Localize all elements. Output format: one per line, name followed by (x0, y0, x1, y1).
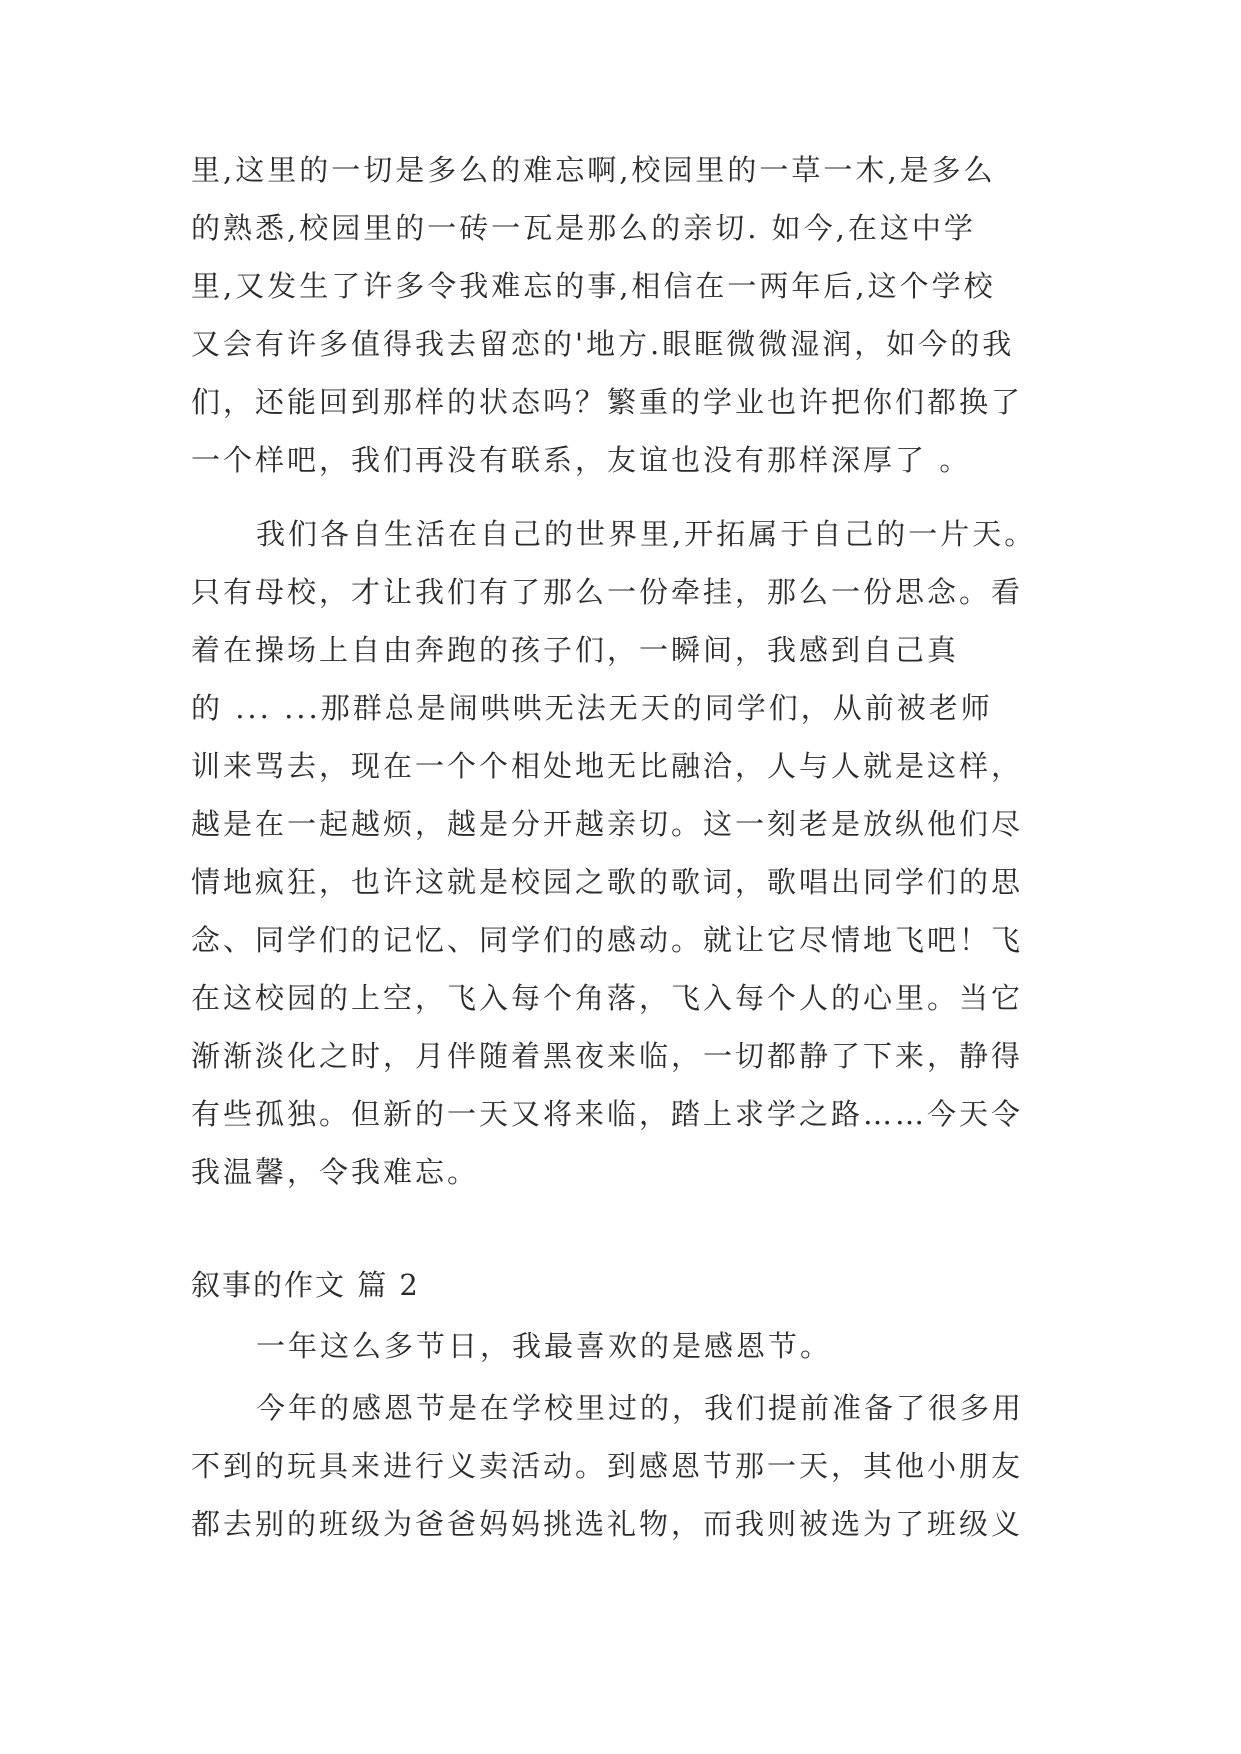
section-heading: 叙事的作文 篇 2 (191, 1268, 420, 1302)
paragraph-line: 都去别的班级为爸爸妈妈挑选礼物，而我则被选为了班级义 (191, 1507, 1024, 1541)
paragraph-line: 渐渐淡化之时，月伴随着黑夜来临，一切都静了下来，静得 (191, 1039, 1024, 1073)
paragraph-line: 们，还能回到那样的状态吗？繁重的学业也许把你们都换了 (191, 385, 1024, 419)
paragraph-line: 情地疯狂，也许这就是校园之歌的歌词，歌唱出同学们的思 (191, 865, 1024, 899)
paragraph-line: 里,这里的一切是多么的难忘啊,校园里的一草一木,是多么 (191, 153, 996, 187)
paragraph-line: 里,又发生了许多令我难忘的事,相信在一两年后,这个学校 (191, 269, 996, 303)
paragraph-line: 着在操场上自由奔跑的孩子们，一瞬间，我感到自己真 (191, 633, 960, 667)
paragraph-line: 的 ... ...那群总是闹哄哄无法无天的同学们，从前被老师 (191, 691, 993, 725)
paragraph-line: 的熟悉,校园里的一砖一瓦是那么的亲切. 如今,在这中学 (191, 211, 976, 245)
paragraph-line: 一年这么多节日，我最喜欢的是感恩节。 (256, 1329, 833, 1363)
paragraph-line: 一个样吧，我们再没有联系，友谊也没有那样深厚了 。 (191, 443, 972, 477)
paragraph-line: 只有母校，才让我们有了那么一份牵挂，那么一份思念。看 (191, 575, 1024, 609)
paragraph-line: 训来骂去，现在一个个相处地无比融洽，人与人就是这样， (191, 749, 1024, 783)
paragraph-line: 我们各自生活在自己的世界里,开拓属于自己的一片天。 (256, 517, 1037, 551)
paragraph-line: 越是在一起越烦，越是分开越亲切。这一刻老是放纵他们尽 (191, 807, 1024, 841)
paragraph-line: 有些孤独。但新的一天又将来临，踏上求学之路……今天令 (191, 1097, 1024, 1131)
paragraph-line: 念、同学们的记忆、同学们的感动。就让它尽情地飞吧！飞 (191, 923, 1024, 957)
paragraph-line: 我温馨，令我难忘。 (191, 1155, 480, 1189)
paragraph-line: 今年的感恩节是在学校里过的，我们提前准备了很多用 (256, 1391, 1025, 1425)
paragraph-line: 不到的玩具来进行义卖活动。到感恩节那一天，其他小朋友 (191, 1449, 1024, 1483)
paragraph-line: 在这校园的上空，飞入每个角落，飞入每个人的心里。当它 (191, 981, 1024, 1015)
paragraph-line: 又会有许多值得我去留恋的'地方.眼眶微微湿润，如今的我 (191, 327, 1015, 361)
